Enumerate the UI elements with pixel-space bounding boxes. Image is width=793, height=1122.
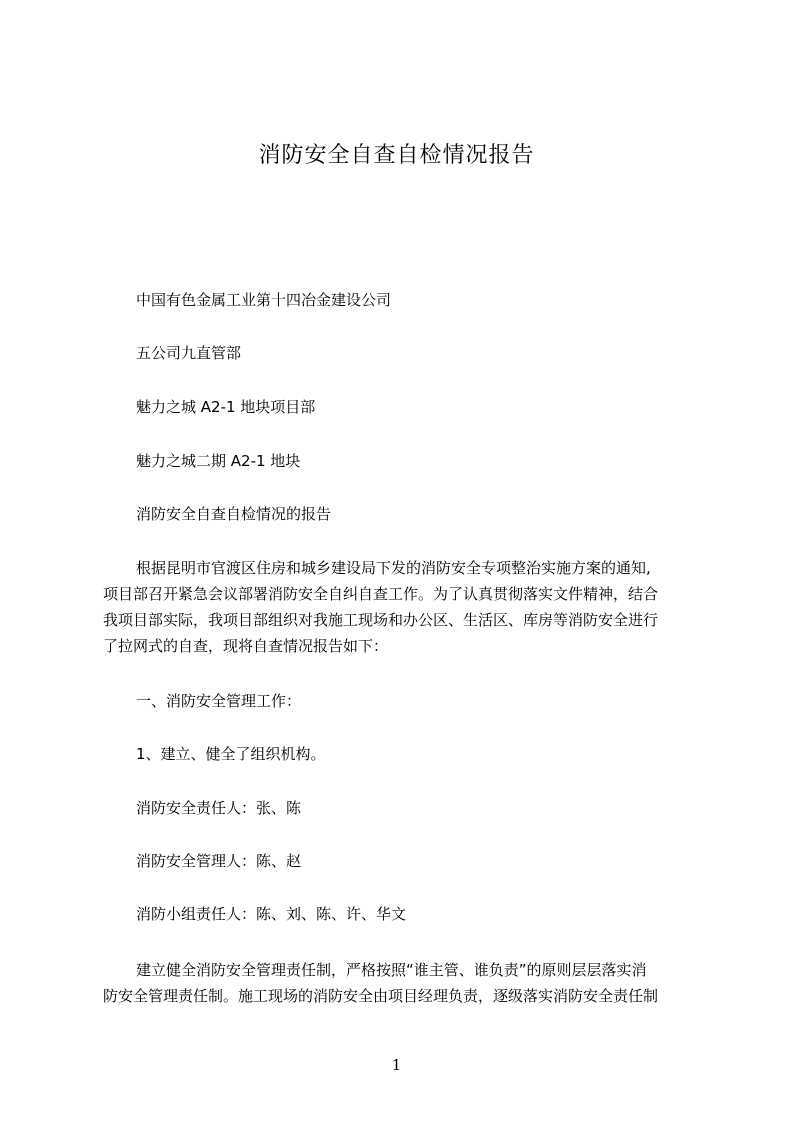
section-heading: 一、消防安全管理工作：	[136, 692, 302, 710]
closing-line-1: 建立健全消防安全管理责任制，严格按照“谁主管、谁负责”的原则层层落实消	[136, 961, 647, 979]
intro-paragraph	[103, 555, 703, 659]
role-fire-safety-responsible: 消防安全责任人：张、陈	[136, 799, 302, 817]
intro-line-3: 我项目部实际，我项目部组织对我施工现场和办公区、生活区、库房等消防安全进行	[103, 611, 659, 629]
intro-line-4: 了拉网式的自查，现将自查情况报告如下：	[103, 637, 389, 655]
company-name: 中国有色金属工业第十四冶金建设公司	[136, 291, 392, 309]
role-fire-safety-manager: 消防安全管理人：陈、赵	[136, 852, 302, 870]
closing-line-2: 防安全管理责任制。施工现场的消防安全由项目经理负责，逐级落实消防安全责任制	[103, 987, 659, 1005]
report-subtitle: 消防安全自查自检情况的报告	[136, 505, 332, 523]
intro-line-1: 根据昆明市官渡区住房和城乡建设局下发的消防安全专项整治实施方案的通知,	[136, 559, 651, 577]
document-title: 消防安全自查自检情况报告	[258, 143, 535, 168]
intro-line-2: 项目部召开紧急会议部署消防安全自纠自查工作。为了认真贯彻落实文件精神，结合	[103, 585, 659, 603]
role-fire-team-responsible: 消防小组责任人：陈、刘、陈、许、华文	[136, 905, 407, 923]
closing-paragraph	[103, 957, 703, 1009]
project-site: 魅力之城二期 A2-1 地块	[136, 452, 301, 470]
project-department: 魅力之城 A2-1 地块项目部	[136, 398, 316, 416]
department-name: 五公司九直管部	[136, 344, 242, 362]
subsection-heading: 1、建立、健全了组织机构。	[136, 745, 326, 763]
page-number: 1	[391, 1056, 402, 1074]
